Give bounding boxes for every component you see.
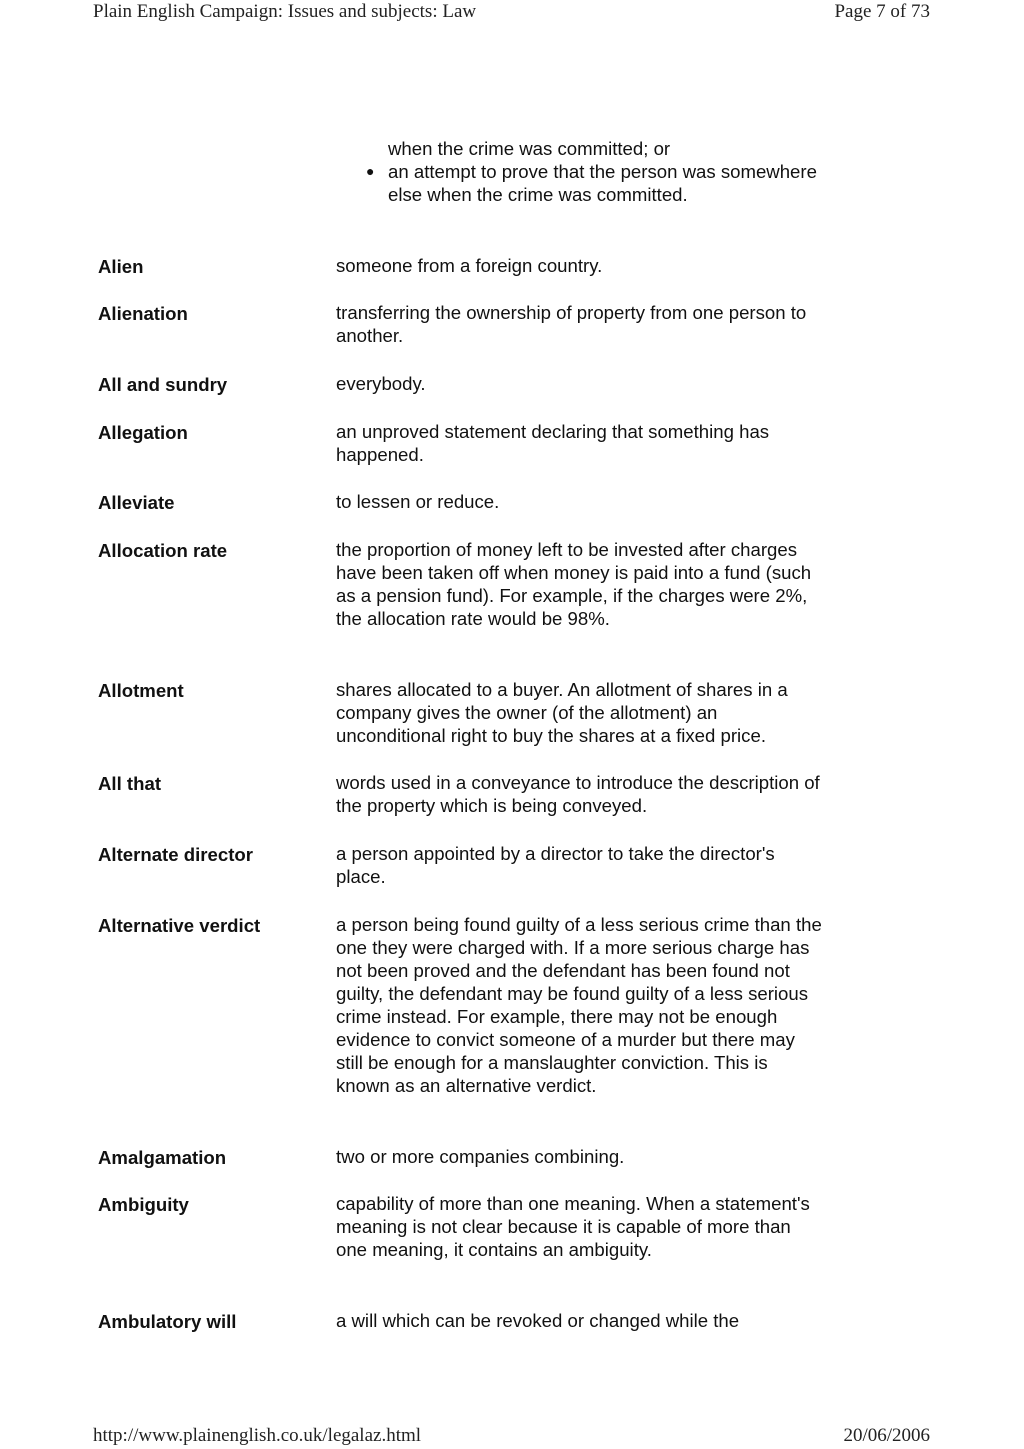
glossary-definition: the proportion of money left to be invested after charges have been taken off when money is paid into a fund (such as a pension fund). For example, if the charges were 2%, the allocation rate would be 98%. [336,539,812,629]
glossary-term: Alternative verdict [98,915,261,936]
glossary-term: Allocation rate [98,540,228,561]
glossary-definition: to lessen or reduce. [336,491,500,512]
glossary-term: Ambulatory will [98,1311,237,1332]
bullet-list [366,160,828,206]
glossary-term: Ambiguity [98,1194,189,1215]
glossary-definition: words used in a conveyance to introduce the description of the property which is being conveyed. [336,772,820,816]
glossary-term: All that [98,773,162,794]
bullet-icon: ● [366,163,375,179]
glossary-definition: someone from a foreign country. [336,255,603,276]
glossary-term: Alleviate [98,492,175,513]
print-date: 20/06/2006 [843,1425,930,1446]
glossary-definition: transferring the ownership of property from one person to another. [336,302,807,346]
glossary-term: Alienation [98,303,188,324]
glossary-term: Alternate director [98,844,253,865]
glossary-definition: two or more companies combining. [336,1146,625,1167]
glossary-definition: a will which can be revoked or changed while the [336,1310,740,1331]
page-url: http://www.plainenglish.co.uk/legalaz.html [93,1425,422,1446]
glossary-definition: shares allocated to a buyer. An allotment of shares in a company gives the owner (of the allotment) an unconditional right to buy the shares at a fixed price. [336,679,788,746]
glossary-term: Allegation [98,422,188,443]
glossary-definition: capability of more than one meaning. When a statement's meaning is not clear because it is capable of more than one meaning, it contains an ambiguity. [336,1193,810,1260]
glossary-term: Allotment [98,680,184,701]
continued-text: when the crime was committed; or [388,138,671,159]
glossary-term: Amalgamation [98,1147,227,1168]
glossary-term: All and sundry [98,374,228,395]
glossary-definition: an unproved statement declaring that something has happened. [336,421,770,465]
bullet-item [366,160,828,206]
page-number: Page 7 of 73 [834,1,930,22]
glossary-definition: everybody. [336,373,426,394]
document-title: Plain English Campaign: Issues and subjects: Law [93,1,477,22]
continued-definition [366,137,828,206]
glossary-definition: a person appointed by a director to take the director's place. [336,843,775,887]
glossary-definition: a person being found guilty of a less serious crime than the one they were charged with. If a more serious charge has not been proved and the defendant has been found not guilty, the defendant may be found guilty of a less serious crime instead. For example, there may not be enough evidence to convict someone of a murder but there may still be enough for a manslaughter conviction. This is known as an alternative verdict. [336,914,822,1096]
glossary-term: Alien [98,256,144,277]
bullet-text: an attempt to prove that the person was somewhere else when the crime was committed. [388,161,817,205]
